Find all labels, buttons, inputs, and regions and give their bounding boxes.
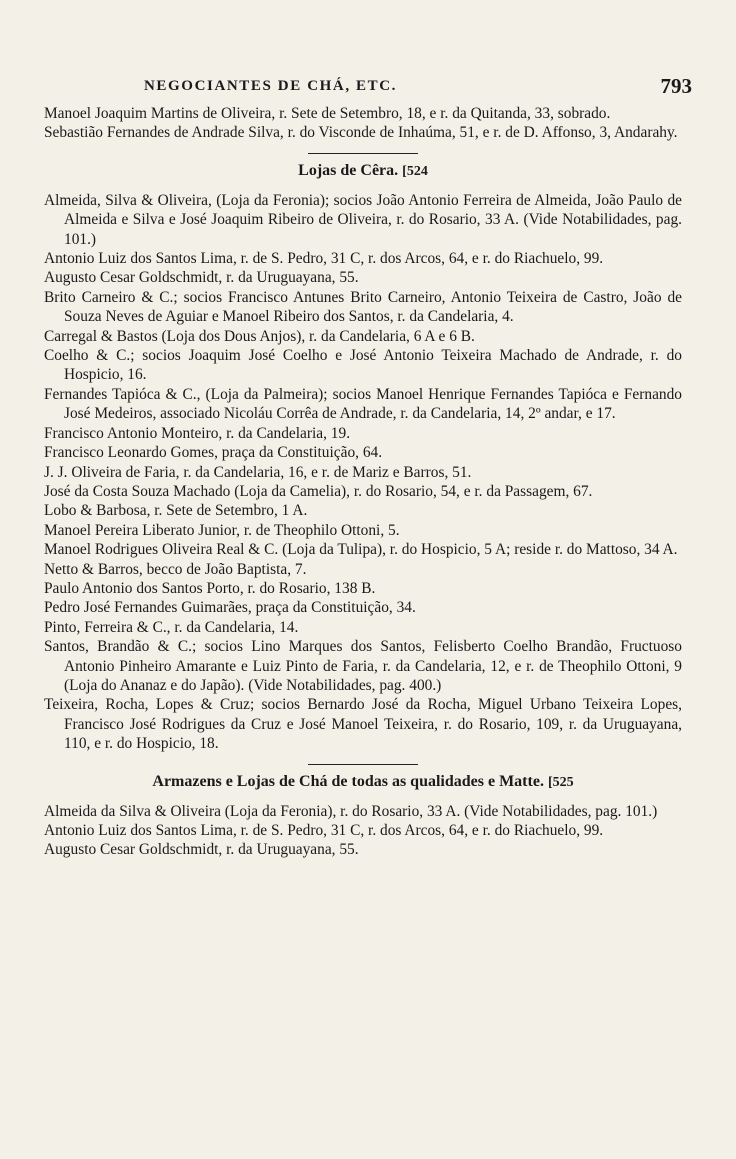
list-item: J. J. Oliveira de Faria, r. da Candelaria, 16, e r. de Mariz e Barros, 51.	[44, 463, 472, 481]
list-item: Francisco Leonardo Gomes, praça da Constituição, 64.	[44, 444, 383, 462]
running-head	[44, 74, 692, 104]
list-item: Teixeira, Rocha, Lopes & Cruz; socios Bernardo José da Rocha, Miguel Urbano Teixeira Lopes, Francisco José Rodrigues da Cruz e José Manoel Teixeira, r. do Rosario, 109, r. da Uruguayana, 110, e r. do Hospicio, 18.	[44, 696, 682, 753]
section-title: Lojas de Cêra.	[298, 161, 399, 179]
list-item: Augusto Cesar Goldschmidt, r. da Uruguayana, 55.	[44, 269, 359, 287]
list-item: Coelho & C.; socios Joaquim José Coelho e José Antonio Teixeira Machado de Andrade, r. do Hospicio, 16.	[44, 347, 682, 384]
list-item: Sebastião Fernandes de Andrade Silva, r. do Visconde de Inhaúma, 51, e r. de D. Affonso, 3, Andarahy.	[44, 124, 678, 142]
list-item: Almeida, Silva & Oliveira, (Loja da Feronia); socios João Antonio Ferreira de Almeida, João Paulo de Almeida e Silva e José Joaquim Ribeiro de Oliveira, r. do Rosario, 33 A. (Vide Notabilidades, pag. 101.)	[44, 191, 682, 248]
list-item: Antonio Luiz dos Santos Lima, r. de S. Pedro, 31 C, r. dos Arcos, 64, e r. do Riachuelo, 99.	[44, 250, 604, 268]
list-item: Netto & Barros, becco de João Baptista, 7.	[44, 560, 307, 578]
list-item: Augusto Cesar Goldschmidt, r. da Uruguayana, 55.	[44, 841, 359, 859]
intro-entries	[44, 104, 682, 143]
section-ref: [525	[547, 774, 574, 790]
section-lojas-cera-list	[44, 191, 682, 754]
list-item: Brito Carneiro & C.; socios Francisco Antunes Brito Carneiro, Antonio Teixeira de Castro, João de Souza Neves de Aguiar e Manoel Ribeiro dos Santos, r. da Candelaria, 4.	[44, 288, 682, 326]
page-number: 793	[660, 74, 692, 98]
section-divider	[308, 764, 418, 765]
section-title: Armazens e Lojas de Chá de todas as qualidades e Matte.	[152, 772, 544, 790]
list-item: Manoel Rodrigues Oliveira Real & C. (Loja da Tulipa), r. do Hospicio, 5 A; reside r. do Mattoso, 34 A.	[44, 541, 678, 559]
list-item: Paulo Antonio dos Santos Porto, r. do Rosario, 138 B.	[44, 579, 376, 597]
running-title: NEGOCIANTES DE CHÁ, ETC.	[144, 78, 398, 94]
list-item: Santos, Brandão & C.; socios Lino Marques dos Santos, Felisberto Coelho Brandão, Fructuoso Antonio Pinheiro Amarante e Luiz Pinto de Faria, r. da Candelaria, 12, e r. de Theophilo Ottoni, 9 (Loja do Ananaz e do Japão). (Vide Notabilidades, pag. 400.)	[44, 638, 682, 694]
section-ref: [524	[402, 163, 428, 179]
section-armazens-cha-list	[44, 802, 682, 860]
list-item: Pedro José Fernandes Guimarães, praça da Constituição, 34.	[44, 599, 416, 617]
list-item: Francisco Antonio Monteiro, r. da Candelaria, 19.	[44, 424, 351, 442]
list-item: José da Costa Souza Machado (Loja da Camelia), r. do Rosario, 54, e r. da Passagem, 67.	[44, 482, 593, 500]
list-item: Fernandes Tapióca & C., (Loja da Palmeira); socios Manoel Henrique Fernandes Tapióca e Fernando José Medeiros, associado Nicoláu Corrêa de Andrade, r. da Candelaria, 14, 2º andar, e 17.	[44, 385, 682, 423]
list-item: Manoel Joaquim Martins de Oliveira, r. Sete de Setembro, 18, e r. da Quitanda, 33, sobrado.	[44, 105, 611, 122]
list-item: Pinto, Ferreira & C., r. da Candelaria, 14.	[44, 618, 299, 636]
section-heading-lojas-cera	[44, 160, 682, 183]
list-item: Antonio Luiz dos Santos Lima, r. de S. Pedro, 31 C, r. dos Arcos, 64, e r. do Riachuelo, 99.	[44, 822, 604, 839]
section-divider	[308, 153, 418, 154]
list-item: Carregal & Bastos (Loja dos Dous Anjos), r. da Candelaria, 6 A e 6 B.	[44, 327, 475, 345]
list-item: Lobo & Barbosa, r. Sete de Setembro, 1 A.	[44, 502, 308, 520]
list-item: Manoel Pereira Liberato Junior, r. de Theophilo Ottoni, 5.	[44, 521, 400, 539]
section-heading-armazens-cha	[44, 771, 682, 794]
list-item: Almeida da Silva & Oliveira (Loja da Feronia), r. do Rosario, 33 A. (Vide Notabilidades, pag. 101.)	[44, 802, 658, 820]
